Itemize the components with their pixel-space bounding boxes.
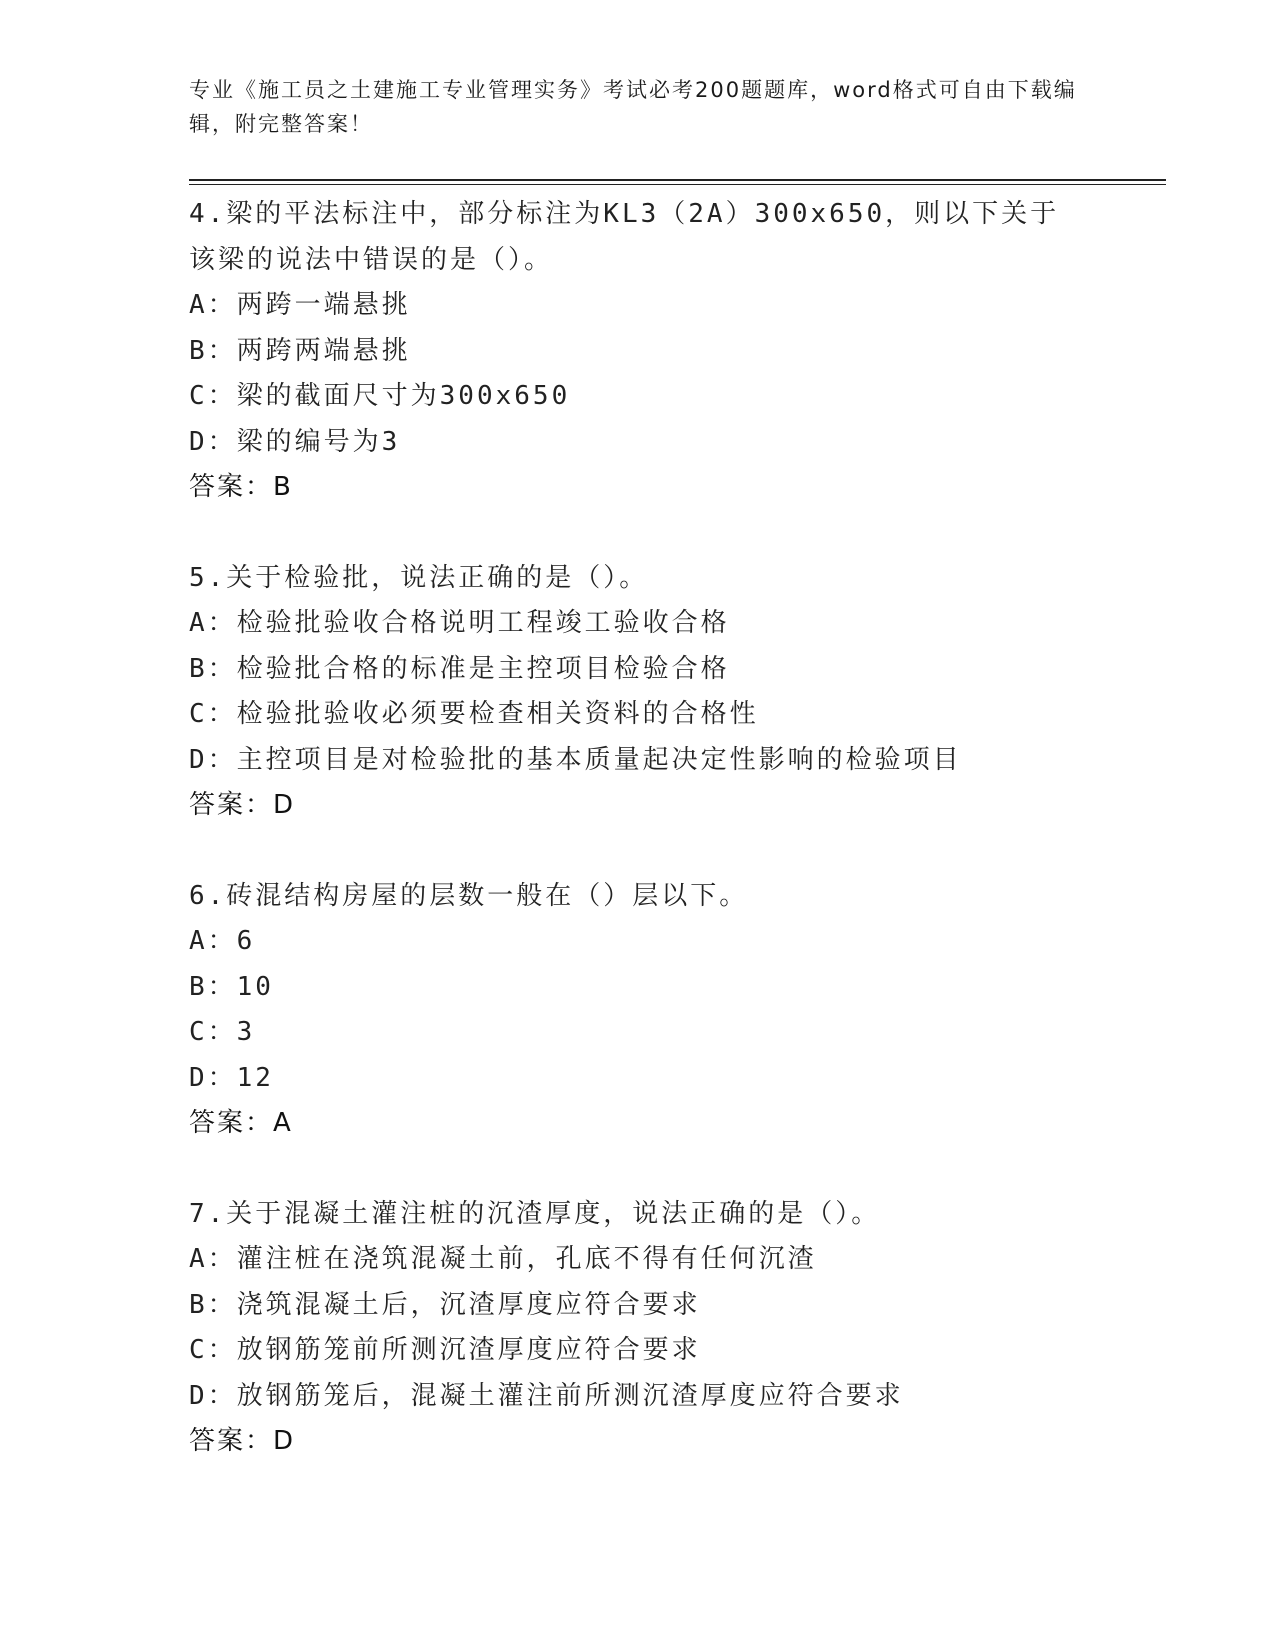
option-d: D：12 bbox=[189, 1062, 274, 1093]
question-item bbox=[189, 192, 1129, 511]
option-c: C：检验批验收必须要检查相关资料的合格性 bbox=[189, 699, 759, 729]
answer-line bbox=[189, 465, 1129, 511]
question-spacer bbox=[189, 511, 1129, 556]
question-list bbox=[189, 192, 1129, 1465]
document-header: 专业《施工员之土建施工专业管理实务》考试必考200题题库，word格式可自由下载编辑，附完整答案！ bbox=[189, 78, 1077, 136]
answer-label: 答案： bbox=[189, 1426, 274, 1456]
question-spacer bbox=[189, 829, 1129, 874]
question-stem: 6.砖混结构房屋的层数一般在（）层以下。 bbox=[189, 880, 749, 911]
option-b: B：两跨两端悬挑 bbox=[189, 335, 411, 366]
answer-label: 答案： bbox=[189, 472, 274, 502]
option-a: A：检验批验收合格说明工程竣工验收合格 bbox=[189, 608, 730, 638]
option-a: A：两跨一端悬挑 bbox=[189, 290, 411, 320]
option-b: B：浇筑混凝土后，沉渣厚度应符合要求 bbox=[189, 1289, 701, 1320]
option-a: A：灌注桩在浇筑混凝土前，孔底不得有任何沉渣 bbox=[189, 1244, 817, 1274]
answer-line bbox=[189, 1101, 1129, 1147]
header-divider-bottom bbox=[189, 184, 1166, 185]
question-stem: 5.关于检验批，说法正确的是（）。 bbox=[189, 562, 649, 593]
option-b: B：10 bbox=[189, 971, 274, 1002]
question-stem: 7.关于混凝土灌注桩的沉渣厚度，说法正确的是（）。 bbox=[189, 1198, 881, 1229]
option-d: D：梁的编号为3 bbox=[189, 426, 401, 457]
option-d: D：主控项目是对检验批的基本质量起决定性影响的检验项目 bbox=[189, 744, 962, 775]
answer-label: 答案： bbox=[189, 790, 274, 820]
answer-value: B bbox=[273, 472, 292, 502]
option-c: C：3 bbox=[189, 1017, 256, 1047]
answer-label: 答案： bbox=[189, 1108, 274, 1138]
option-c: C：梁的截面尺寸为300x650 bbox=[189, 381, 571, 411]
answer-value: A bbox=[273, 1108, 292, 1138]
option-b: B：检验批合格的标准是主控项目检验合格 bbox=[189, 653, 730, 684]
answer-line bbox=[189, 783, 1129, 829]
answer-value: D bbox=[273, 790, 295, 820]
option-a: A：6 bbox=[189, 926, 256, 956]
question-spacer bbox=[189, 1147, 1129, 1192]
question-item bbox=[189, 556, 1129, 829]
answer-value: D bbox=[273, 1426, 295, 1456]
answer-line bbox=[189, 1419, 1129, 1465]
question-stem: 4.梁的平法标注中，部分标注为KL3（2A）300x650，则以下关于该梁的说法中错误的是（）。 bbox=[189, 199, 1060, 275]
header-divider-top bbox=[189, 179, 1166, 181]
option-d: D：放钢筋笼后，混凝土灌注前所测沉渣厚度应符合要求 bbox=[189, 1380, 904, 1411]
question-item bbox=[189, 874, 1129, 1147]
option-c: C：放钢筋笼前所测沉渣厚度应符合要求 bbox=[189, 1335, 701, 1365]
question-item bbox=[189, 1192, 1129, 1465]
